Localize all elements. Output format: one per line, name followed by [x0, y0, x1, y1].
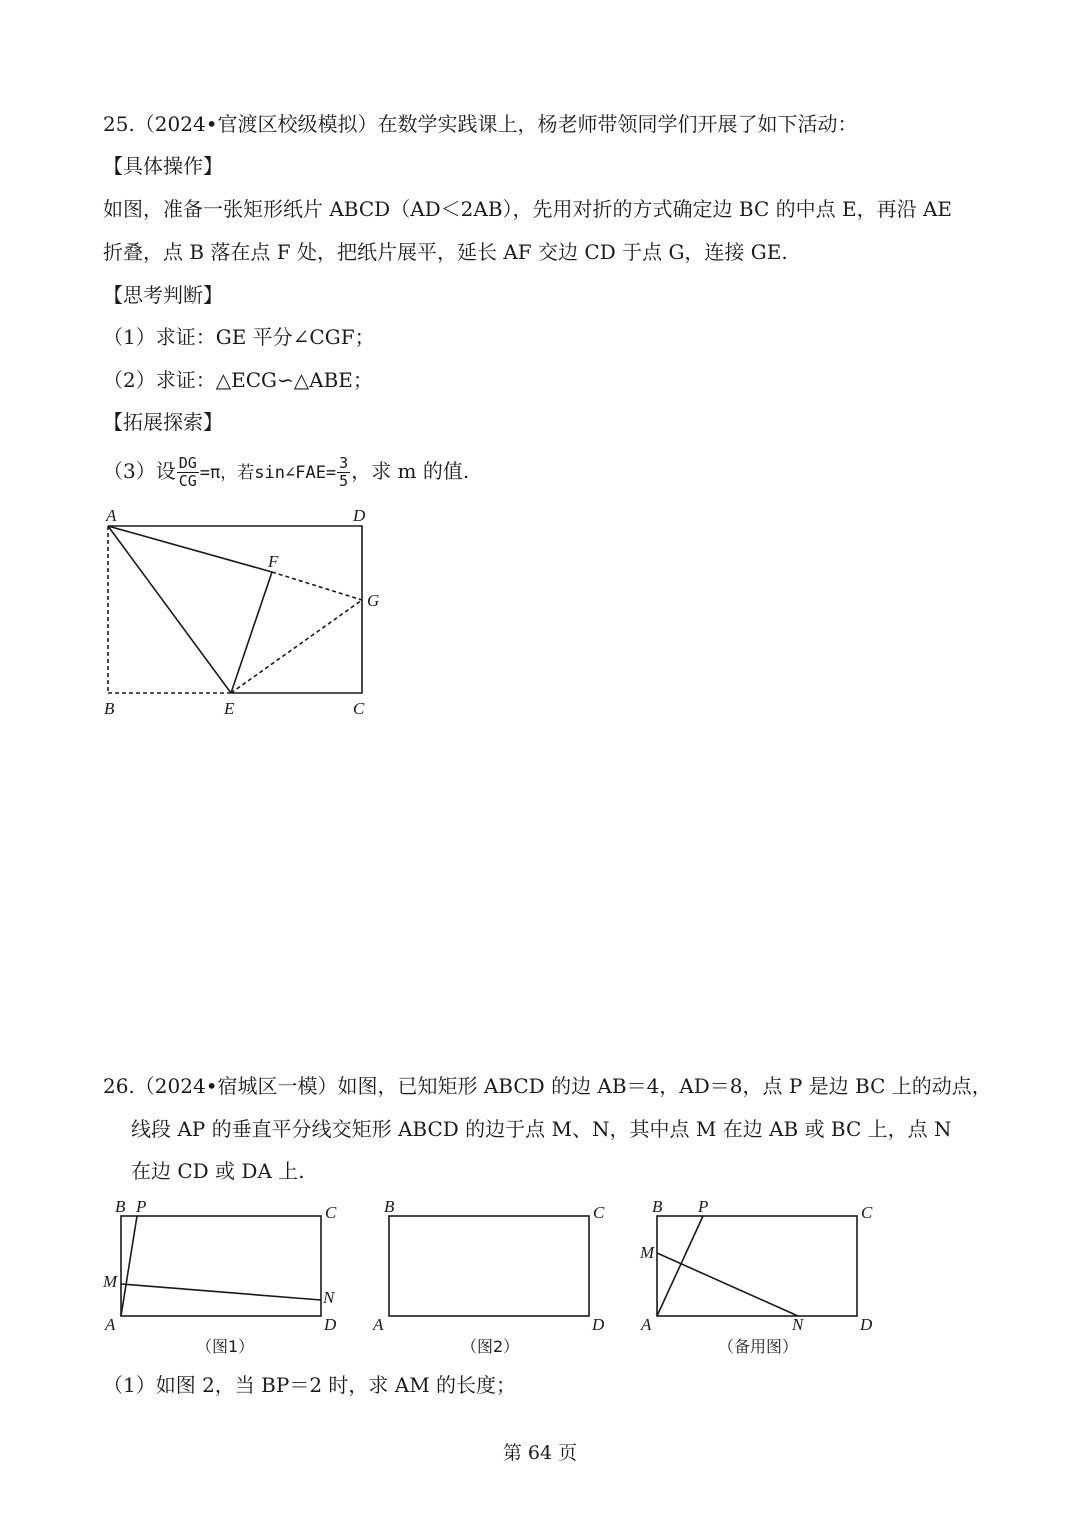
q25-part3-suffix: ，求 m 的值. — [351, 459, 470, 483]
q25-part3 — [103, 455, 469, 490]
fig1-label-p: P — [136, 1197, 147, 1216]
q26-line1: 26.（2024•宿城区一模）如图，已知矩形 ABCD 的边 AB＝4，AD＝8，点 P 是边 BC 上的动点， — [103, 1074, 992, 1098]
q25-line3: 折叠，点 B 落在点 F 处，把纸片展平，延长 AF 交边 CD 于点 G，连接 GE. — [103, 240, 788, 264]
fig1-segment-ap — [121, 1216, 137, 1316]
page-number: 第 64 页 — [502, 1442, 578, 1464]
fig1-rectangle — [121, 1216, 321, 1316]
q25-line1: 25.（2024•官渡区校级模拟）在数学实践课上，杨老师带领同学们开展了如下活动： — [103, 112, 858, 136]
segment-fg-dashed — [272, 572, 362, 600]
fig3-segment-mn — [657, 1253, 798, 1316]
q26-line3: 在边 CD 或 DA 上. — [131, 1159, 305, 1183]
q25-part1: （1）求证：GE 平分∠CGF； — [103, 325, 375, 349]
fig1-label-m: M — [103, 1272, 118, 1291]
label-f: F — [268, 552, 279, 571]
fraction-dg-cg — [177, 455, 199, 490]
segment-ae — [108, 526, 231, 693]
fig3-label-p: P — [698, 1197, 709, 1216]
fig2-caption: （图2） — [461, 1337, 520, 1356]
label-e: E — [224, 699, 235, 718]
label-g: G — [367, 591, 380, 610]
q25-part3-prefix: （3）设 — [103, 459, 176, 483]
q25-line2: 如图，准备一张矩形纸片 ABCD（AD＜2AB），先用对折的方式确定边 BC 的中点 E，再沿 AE — [103, 197, 952, 221]
segment-eg-dashed — [231, 600, 362, 693]
fig2-label-c: C — [593, 1203, 605, 1222]
fig3-label-c: C — [861, 1203, 873, 1222]
fig3-caption: （备用图） — [718, 1337, 799, 1356]
q25-heading-judgement: 【思考判断】 — [103, 283, 223, 307]
fig1-label-a: A — [105, 1315, 116, 1334]
fraction-numerator: DG — [178, 454, 197, 472]
fig1-label-b: B — [115, 1197, 126, 1216]
fig3-label-n: N — [792, 1315, 804, 1334]
fig3-label-a: A — [641, 1315, 652, 1334]
segment-af — [108, 526, 272, 572]
q26-figure-2 — [365, 1190, 625, 1360]
fig2-rectangle — [389, 1216, 589, 1316]
label-a: A — [106, 506, 117, 525]
fraction-3-5 — [337, 455, 350, 490]
q25-part2: （2）求证：△ECG∽△ABE； — [103, 368, 373, 392]
fig3-label-b: B — [652, 1197, 663, 1216]
q26-figure-1 — [95, 1190, 355, 1360]
q25-heading-extension: 【拓展探索】 — [103, 410, 223, 434]
q25-part3-eq: =π，若 — [199, 463, 255, 483]
q25-figure — [95, 500, 395, 725]
label-d: D — [353, 506, 366, 525]
fig1-segment-mn — [121, 1284, 321, 1300]
q26-part1: （1）如图 2，当 BP＝2 时，求 AM 的长度； — [103, 1373, 517, 1397]
rect-solid-sides — [108, 526, 362, 693]
fraction-denominator: 5 — [339, 472, 349, 490]
q25-heading-operation: 【具体操作】 — [103, 154, 223, 178]
fig2-label-a: A — [373, 1315, 384, 1334]
fig3-segment-ap — [657, 1216, 703, 1316]
fig1-label-d: D — [324, 1315, 337, 1334]
fraction-denominator: CG — [178, 472, 197, 490]
fig3-label-d: D — [860, 1315, 873, 1334]
q26-figure-3 — [632, 1190, 892, 1360]
q25-part3-sin: sin∠FAE= — [254, 463, 337, 483]
label-c: C — [353, 699, 365, 718]
label-b: B — [104, 699, 115, 718]
fig3-label-m: M — [640, 1243, 655, 1262]
fig1-label-c: C — [325, 1203, 337, 1222]
fig1-caption: （图1） — [196, 1337, 255, 1356]
q26-line2: 线段 AP 的垂直平分线交矩形 ABCD 的边于点 M、N，其中点 M 在边 AB 或 BC 上，点 N — [131, 1117, 952, 1141]
fig2-label-b: B — [384, 1197, 395, 1216]
fraction-numerator: 3 — [339, 454, 349, 472]
fig2-label-d: D — [592, 1315, 605, 1334]
segment-fe — [231, 572, 272, 693]
fig1-label-n: N — [323, 1288, 335, 1307]
